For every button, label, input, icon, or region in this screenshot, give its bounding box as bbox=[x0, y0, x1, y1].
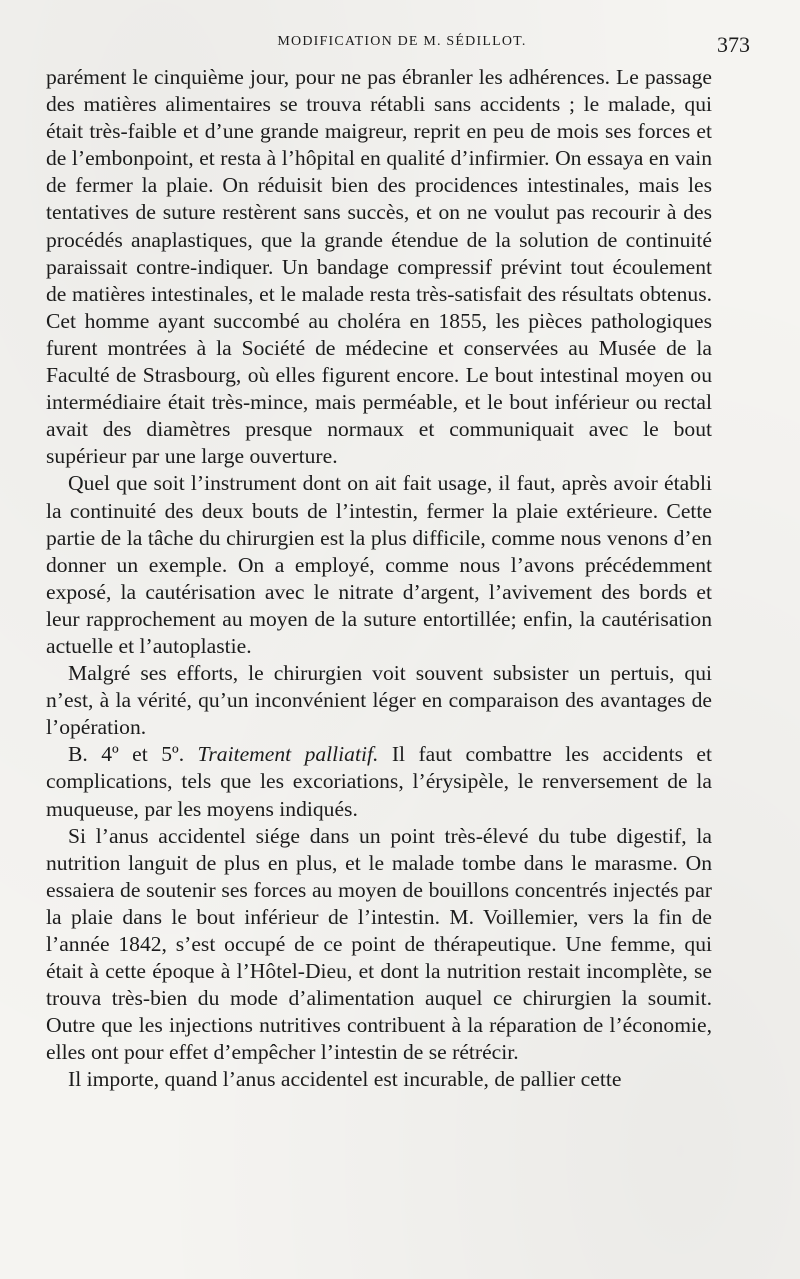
paragraph: Si l’anus accidentel siége dans un point très-élevé du tube digestif, la nutrition languit de plus en plus, et le malade tombe dans le marasme. On essaiera de soutenir ses forces au moyen de bouillons concentrés injectés par la plaie dans le bout inférieur de l’intestin. M. Voillemier, vers la fin de l’année 1842, s’est occupé de ce point de thérapeutique. Une femme, qui était à cette époque à l’Hôtel-Dieu, et dont la nutrition restait incomplète, se trouva très-bien du mode d’alimentation auquel ce chirurgien la soumit. Outre que les injections nutritives contribuent à la réparation de l’économie, elles ont pour effet d’empêcher l’intestin de se rétrécir. bbox=[46, 823, 712, 1065]
page-header bbox=[46, 32, 758, 60]
running-title: MODIFICATION DE M. SÉDILLOT. bbox=[277, 34, 527, 49]
paragraph-palliative-treatment bbox=[46, 741, 712, 822]
page-number: 373 bbox=[717, 32, 750, 57]
paragraph: Quel que soit l’instrument dont on ait fait usage, il faut, après avoir établi la continuité des deux bouts de l’intestin, fermer la plaie extérieure. Cette partie de la tâche du chirurgien est la plus difficile, comme nous venons d’en donner un exemple. On a employé, comme nous l’avons précédemment exposé, la cautérisation avec le nitrate d’argent, l’avivement des bords et leur rapprochement au moyen de la suture entortillée; enfin, la cautérisation actuelle et l’autoplastie. bbox=[46, 471, 712, 658]
paragraph-continuation: parément le cinquième jour, pour ne pas ébranler les adhérences. Le passage des matières alimentaires se trouva rétabli sans accidents ; le malade, qui était très-faible et d’une grande maigreur, reprit en peu de mois ses forces et de l’embonpoint, et resta à l’hôpital en qualité d’infirmier. On essaya en vain de fermer la plaie. On réduisit bien des procidences intestinales, mais les tentatives de suture restèrent sans succès, et on ne voulut pas recourir à des procédés anaplastiques, que la grande étendue de la solution de continuité paraissait contre-indiquer. Un bandage compressif prévint tout écoulement de matières intestinales, et le malade resta très-satisfait des résultats obtenus. Cet homme ayant succombé au choléra en 1855, les pièces pathologiques furent montrées à la Société de médecine et conservées au Musée de la Faculté de Strasbourg, où elles figurent encore. Le bout intestinal moyen ou intermédiaire était très-mince, mais perméable, et le bout inférieur ou rectal avait des diamètres presque normaux et communiquait avec le bout supérieur par une large ouverture. bbox=[46, 65, 712, 469]
section-heading: Traitement palliatif. bbox=[197, 742, 379, 767]
paragraph-final-line: Il importe, quand l’anus accidentel est incurable, de pallier cette bbox=[68, 1067, 622, 1092]
body-text bbox=[46, 64, 712, 1094]
paragraph: Malgré ses efforts, le chirurgien voit souvent subsister un pertuis, qui n’est, à la vérité, qu’un inconvénient léger en comparaison des avantages de l’opération. bbox=[46, 661, 712, 740]
paragraph-text: Il faut combattre les accidents et complications, tels que les excoriations, l’érysipèle, le renversement de la muqueuse, par les moyens indiqués. bbox=[46, 742, 713, 821]
section-number: B. 4º et 5º. bbox=[68, 742, 185, 767]
